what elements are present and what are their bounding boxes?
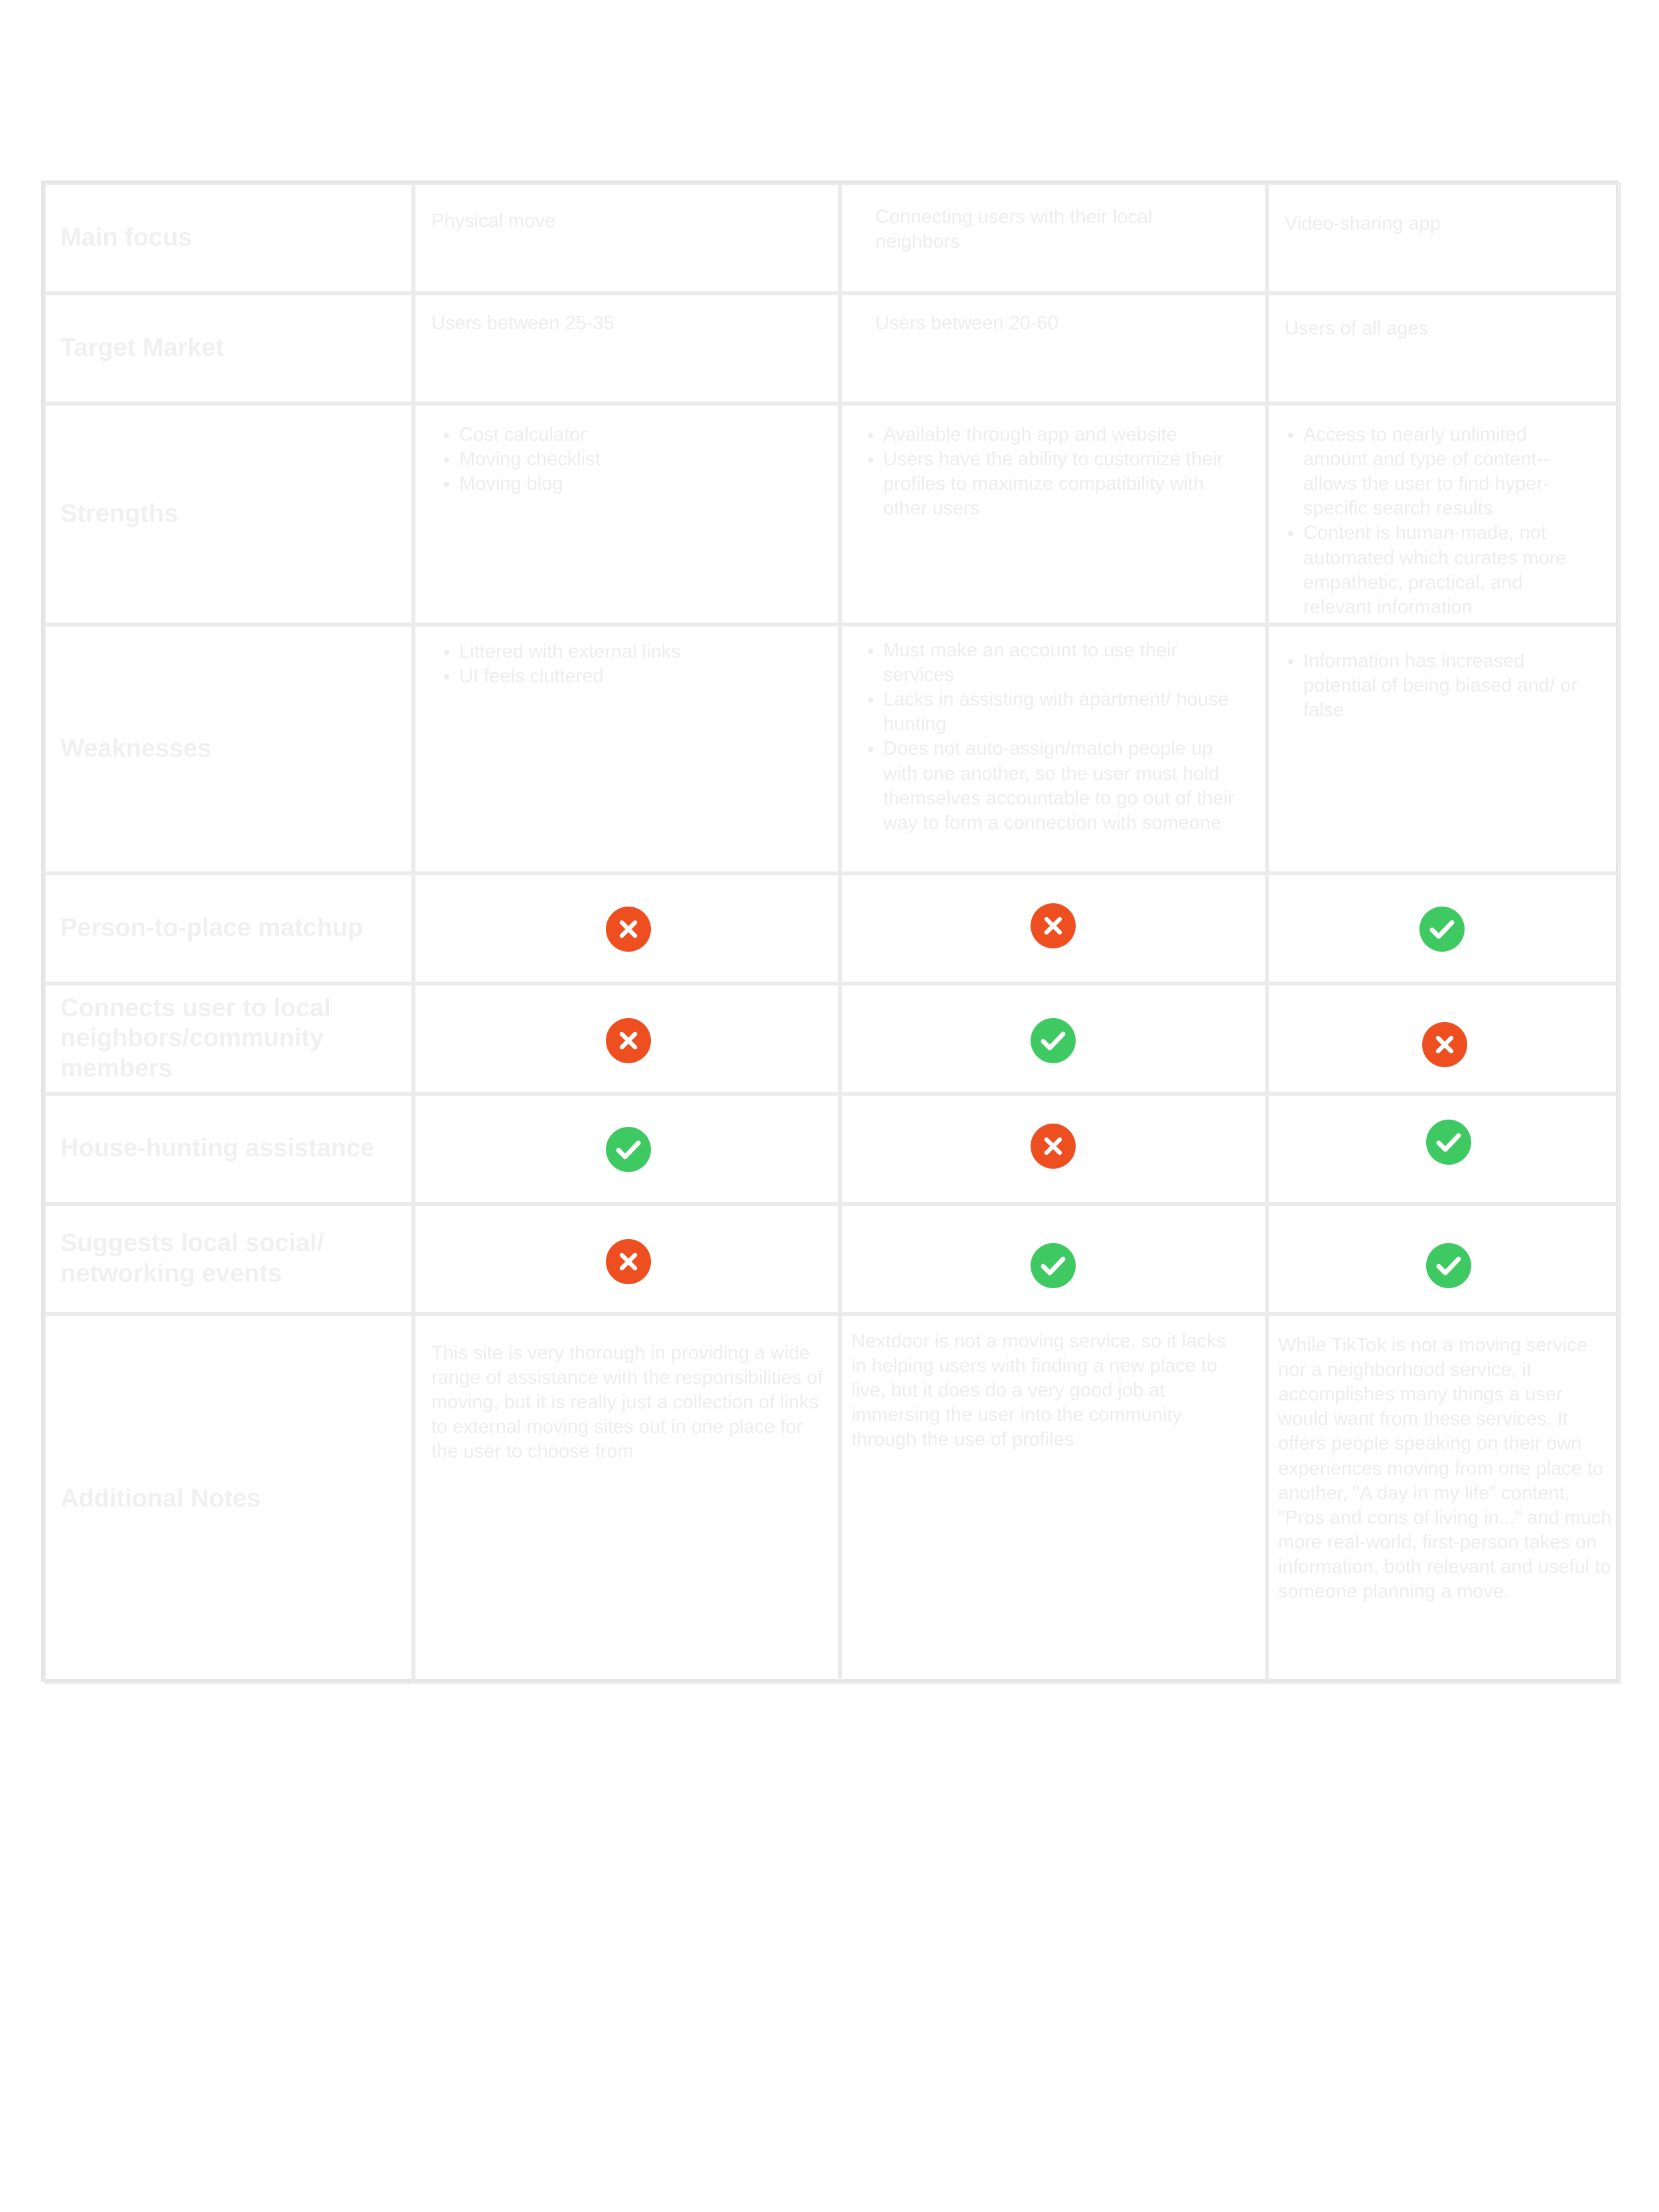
house-hunting-cell-1 xyxy=(413,1094,840,1204)
list-item: • Content is human-made, not automated which curates more empathetic, practical, and relevant information xyxy=(1303,521,1593,619)
list-item: • UI feels cluttered xyxy=(459,664,822,689)
social-events-cell-1 xyxy=(413,1204,840,1314)
notes-cell-3: While TikTok is not a moving service nor a neighborhood service, it accomplishes many things a user would want from these services. It offers people speaking on their own experiences moving from one place to another, "A day in my life" content, "Pros and cons of living in..." and much more real-world, first-person takes on information, both relevant and useful to someone planning a move. xyxy=(1267,1314,1621,1684)
row-header-person-to-place-matchup: Person-to-place matchup xyxy=(44,873,413,984)
weaknesses-list-1 xyxy=(415,627,838,689)
strengths-list-3 xyxy=(1269,406,1619,620)
weaknesses-cell-1 xyxy=(413,625,840,873)
check-icon xyxy=(1425,1242,1473,1290)
cross-icon xyxy=(605,1238,652,1286)
row-header-connects-neighbors: Connects user to local neighbors/community members xyxy=(44,984,413,1094)
strengths-cell-2 xyxy=(840,404,1267,625)
row-header-target-market: Target Market xyxy=(44,293,413,404)
strengths-list-2 xyxy=(842,406,1265,521)
matchup-cell-1 xyxy=(413,873,840,984)
comparison-table xyxy=(41,181,1619,1682)
neighbors-cell-3 xyxy=(1267,984,1621,1094)
matchup-cell-2 xyxy=(840,873,1267,984)
row-header-main-focus: Main focus xyxy=(44,183,413,293)
neighbors-cell-2 xyxy=(840,984,1267,1094)
main-focus-cell-1: Physical move xyxy=(413,183,840,293)
matchup-cell-3 xyxy=(1267,873,1621,984)
neighbors-cell-1 xyxy=(413,984,840,1094)
check-icon xyxy=(605,1126,652,1173)
list-item: • Moving blog xyxy=(459,472,822,496)
weaknesses-list-3 xyxy=(1269,627,1619,723)
list-item: • Must make an account to use their services xyxy=(883,638,1250,688)
check-icon xyxy=(1029,1017,1077,1065)
strengths-list-1 xyxy=(415,406,838,496)
list-item: • Available through app and website xyxy=(883,423,1225,447)
notes-cell-1: This site is very thorough in providing a wide range of assistance with the responsibilities of moving, but it is really just a collection of links to external moving sites out in one place for the user to choose from xyxy=(413,1314,840,1684)
list-item: • Littered with external links xyxy=(459,640,822,664)
main-focus-cell-3: Video-sharing app xyxy=(1267,183,1621,293)
check-icon xyxy=(1029,1242,1077,1290)
list-item: • Does not auto-assign/match people up with one another, so the user must hold themselves accountable to go out of their way to form a connection with someone xyxy=(883,737,1250,835)
target-market-cell-1: Users between 25-35 xyxy=(413,293,840,404)
strengths-cell-3 xyxy=(1267,404,1621,625)
row-header-social-events: Suggests local social/ networking events xyxy=(44,1204,413,1314)
target-market-cell-3: Users of all ages xyxy=(1267,293,1621,404)
notes-cell-2: Nextdoor is not a moving service, so it lacks in helping users with finding a new place to live, but it does do a very good job at immersing the user into the community through the use of profiles xyxy=(840,1314,1267,1684)
check-icon xyxy=(1418,905,1466,953)
house-hunting-cell-2 xyxy=(840,1094,1267,1204)
row-header-house-hunting: House-hunting assistance xyxy=(44,1094,413,1204)
list-item: • Moving checklist xyxy=(459,447,822,472)
list-item: • Information has increased potential of being biased and/ or false xyxy=(1303,649,1593,723)
list-item: • Lacks in assisting with apartment/ house hunting xyxy=(883,688,1250,737)
social-events-cell-2 xyxy=(840,1204,1267,1314)
main-focus-cell-2: Connecting users with their local neighbors xyxy=(840,183,1267,293)
row-header-additional-notes: Additional Notes xyxy=(44,1314,413,1684)
row-header-strengths: Strengths xyxy=(44,404,413,625)
weaknesses-cell-2 xyxy=(840,625,1267,873)
cross-icon xyxy=(605,1017,652,1065)
target-market-cell-2: Users between 20-60 xyxy=(840,293,1267,404)
check-icon xyxy=(1425,1118,1473,1166)
weaknesses-list-2 xyxy=(842,627,1265,836)
list-item: • Cost calculator xyxy=(459,423,822,447)
cross-icon xyxy=(605,905,652,953)
cross-icon xyxy=(1421,1021,1469,1069)
cross-icon xyxy=(1029,1122,1077,1170)
strengths-cell-1 xyxy=(413,404,840,625)
weaknesses-cell-3 xyxy=(1267,625,1621,873)
row-header-weaknesses: Weaknesses xyxy=(44,625,413,873)
list-item: • Access to nearly unlimited amount and type of content-- allows the user to find hyper-specific search results xyxy=(1303,423,1593,521)
list-item: • Users have the ability to customize their profiles to maximize compatibility with other users xyxy=(883,447,1225,521)
cross-icon xyxy=(1029,902,1077,950)
house-hunting-cell-3 xyxy=(1267,1094,1621,1204)
social-events-cell-3 xyxy=(1267,1204,1621,1314)
